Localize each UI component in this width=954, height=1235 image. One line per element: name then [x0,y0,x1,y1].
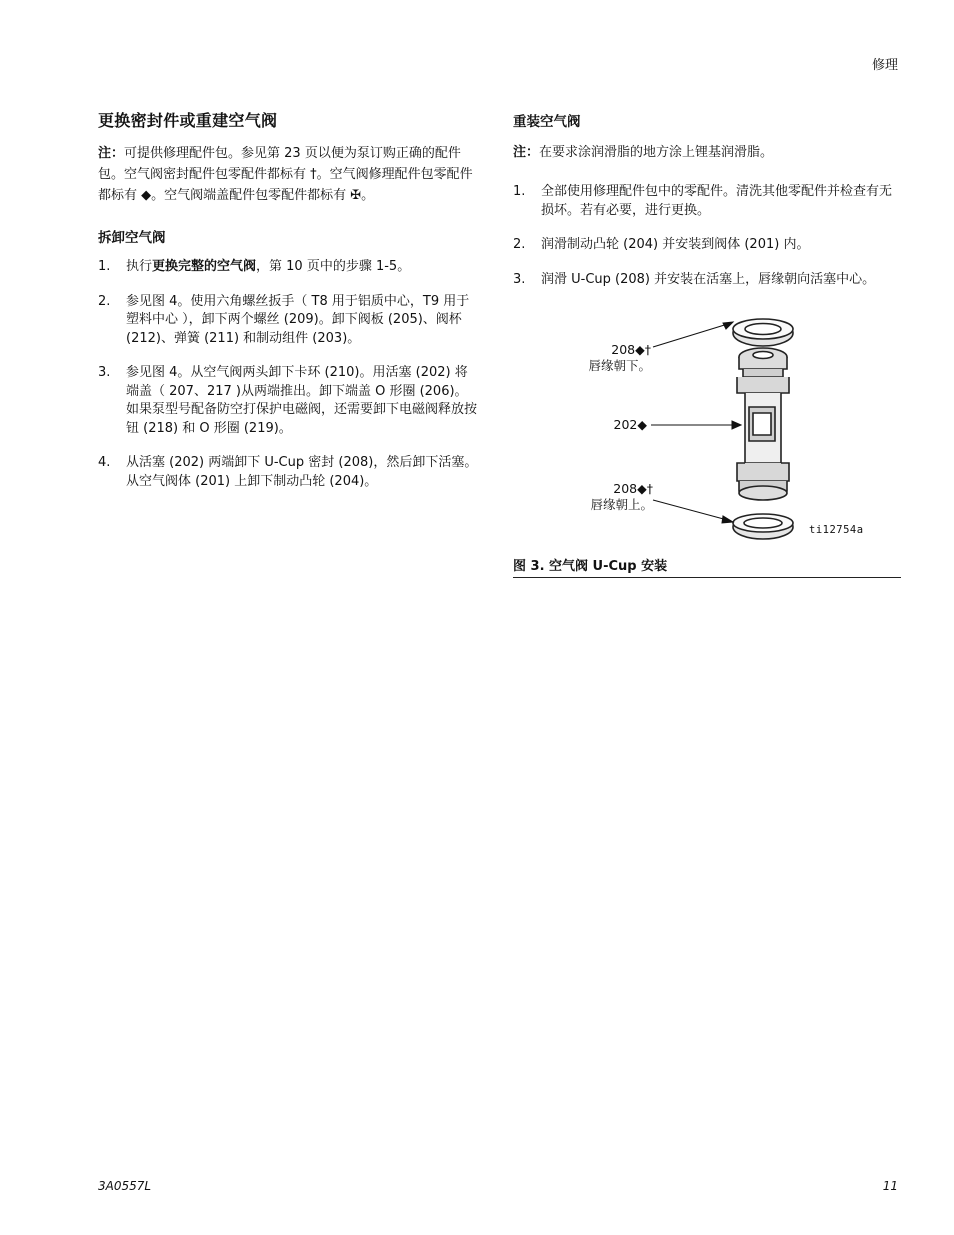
disassembly-subtitle: 拆卸空气阀 [98,230,166,246]
step-number: 3. [98,365,111,380]
step-text: 从活塞 (202) 两端卸下 U-Cup 密封 (208)，然后卸下活塞。从空气阀体 (201) 上卸下制动凸轮 (204)。 [126,455,478,489]
left-column [98,108,478,507]
callout-top-id: 208◆† [611,342,651,357]
callout-mid-id: 202◆ [613,417,647,432]
piston-body [737,348,789,500]
ucup-figure [513,305,901,555]
callout-mid [553,417,647,433]
step-reference: 更换完整的空气阀 [152,259,257,274]
note-paragraph [513,142,901,163]
step-item [98,258,478,277]
section-title: 更换密封件或重建空气阀 [98,111,278,130]
note-paragraph [98,143,478,206]
callout-top-note: 唇缘朝下。 [588,358,651,373]
step-item [513,236,901,255]
note-text: 可提供修理配件包。参见第 23 页以便为泵订购正确的配件包。空气阀密封配件包零配件都标有 †。空气阀修理配件包零配件都标有 ◆。空气阀端盖配件包零配件都标有 ✠。 [98,146,473,203]
note-label: 注： [98,146,125,161]
step-text: 润滑制动凸轮 (204) 并安装到阀体 (201) 内。 [541,237,810,252]
step-number: 2. [98,293,111,309]
step-item [513,183,901,220]
callout-bottom-note: 唇缘朝上。 [590,497,653,512]
step-number: 3. [513,271,526,287]
figure-caption: 图 3. 空气阀 U-Cup 安装 [513,555,901,578]
callout-top [553,342,651,374]
page-number: 11 [882,1179,898,1193]
note-label: 注： [513,145,540,160]
step-number: 4. [98,455,111,470]
step-item [513,271,901,290]
step-text: 参见图 4。使用六角螺丝扳手（ T8 用于铝质中心，T9 用于塑料中心 ），卸下两个螺丝 (209)。卸下阀板 (205)、阀杯 (212)、弹簧 (211) 和制动组件 (203)。 [126,293,470,346]
right-column [513,110,901,578]
step-number: 1. [98,259,111,274]
step-text: 参见图 4。从空气阀两头卸下卡环 (210)。用活塞 (202) 将端盖（ 207、217 )从两端推出。卸下端盖 O 形圈 (206)。如果泵型号配备防空打保护电磁阀，还需要卸下电磁阀释放按钮 (218) 和 O 形圈 (219)。 [126,365,478,436]
step-text: 全部使用修理配件包中的零配件。清洗其他零配件并检查有无损坏。若有必要，进行更换。 [541,184,893,218]
callout-bottom [553,481,653,513]
section-header: 修理 [871,58,898,73]
callout-bottom-id: 208◆† [613,481,653,496]
document-number: 3A0557L [98,1179,152,1193]
figure-id: ti12754a [809,524,864,536]
reassembly-subtitle: 重装空气阀 [513,114,581,130]
disassembly-steps [98,258,478,491]
step-item [98,364,478,438]
step-item [98,293,478,349]
reassembly-steps [513,183,901,289]
step-text: 润滑 U-Cup (208) 并安装在活塞上，唇缘朝向活塞中心。 [541,271,876,287]
leader-line-top [653,323,731,347]
step-number: 1. [513,184,526,199]
note-text: 在要求涂润滑脂的地方涂上锂基润滑脂。 [539,145,774,160]
step-item [98,454,478,491]
leader-line-bottom [653,500,731,521]
step-suffix: ，第 10 页中的步骤 1-5。 [256,259,411,274]
step-prefix: 执行 [126,259,153,274]
step-number: 2. [513,237,526,252]
